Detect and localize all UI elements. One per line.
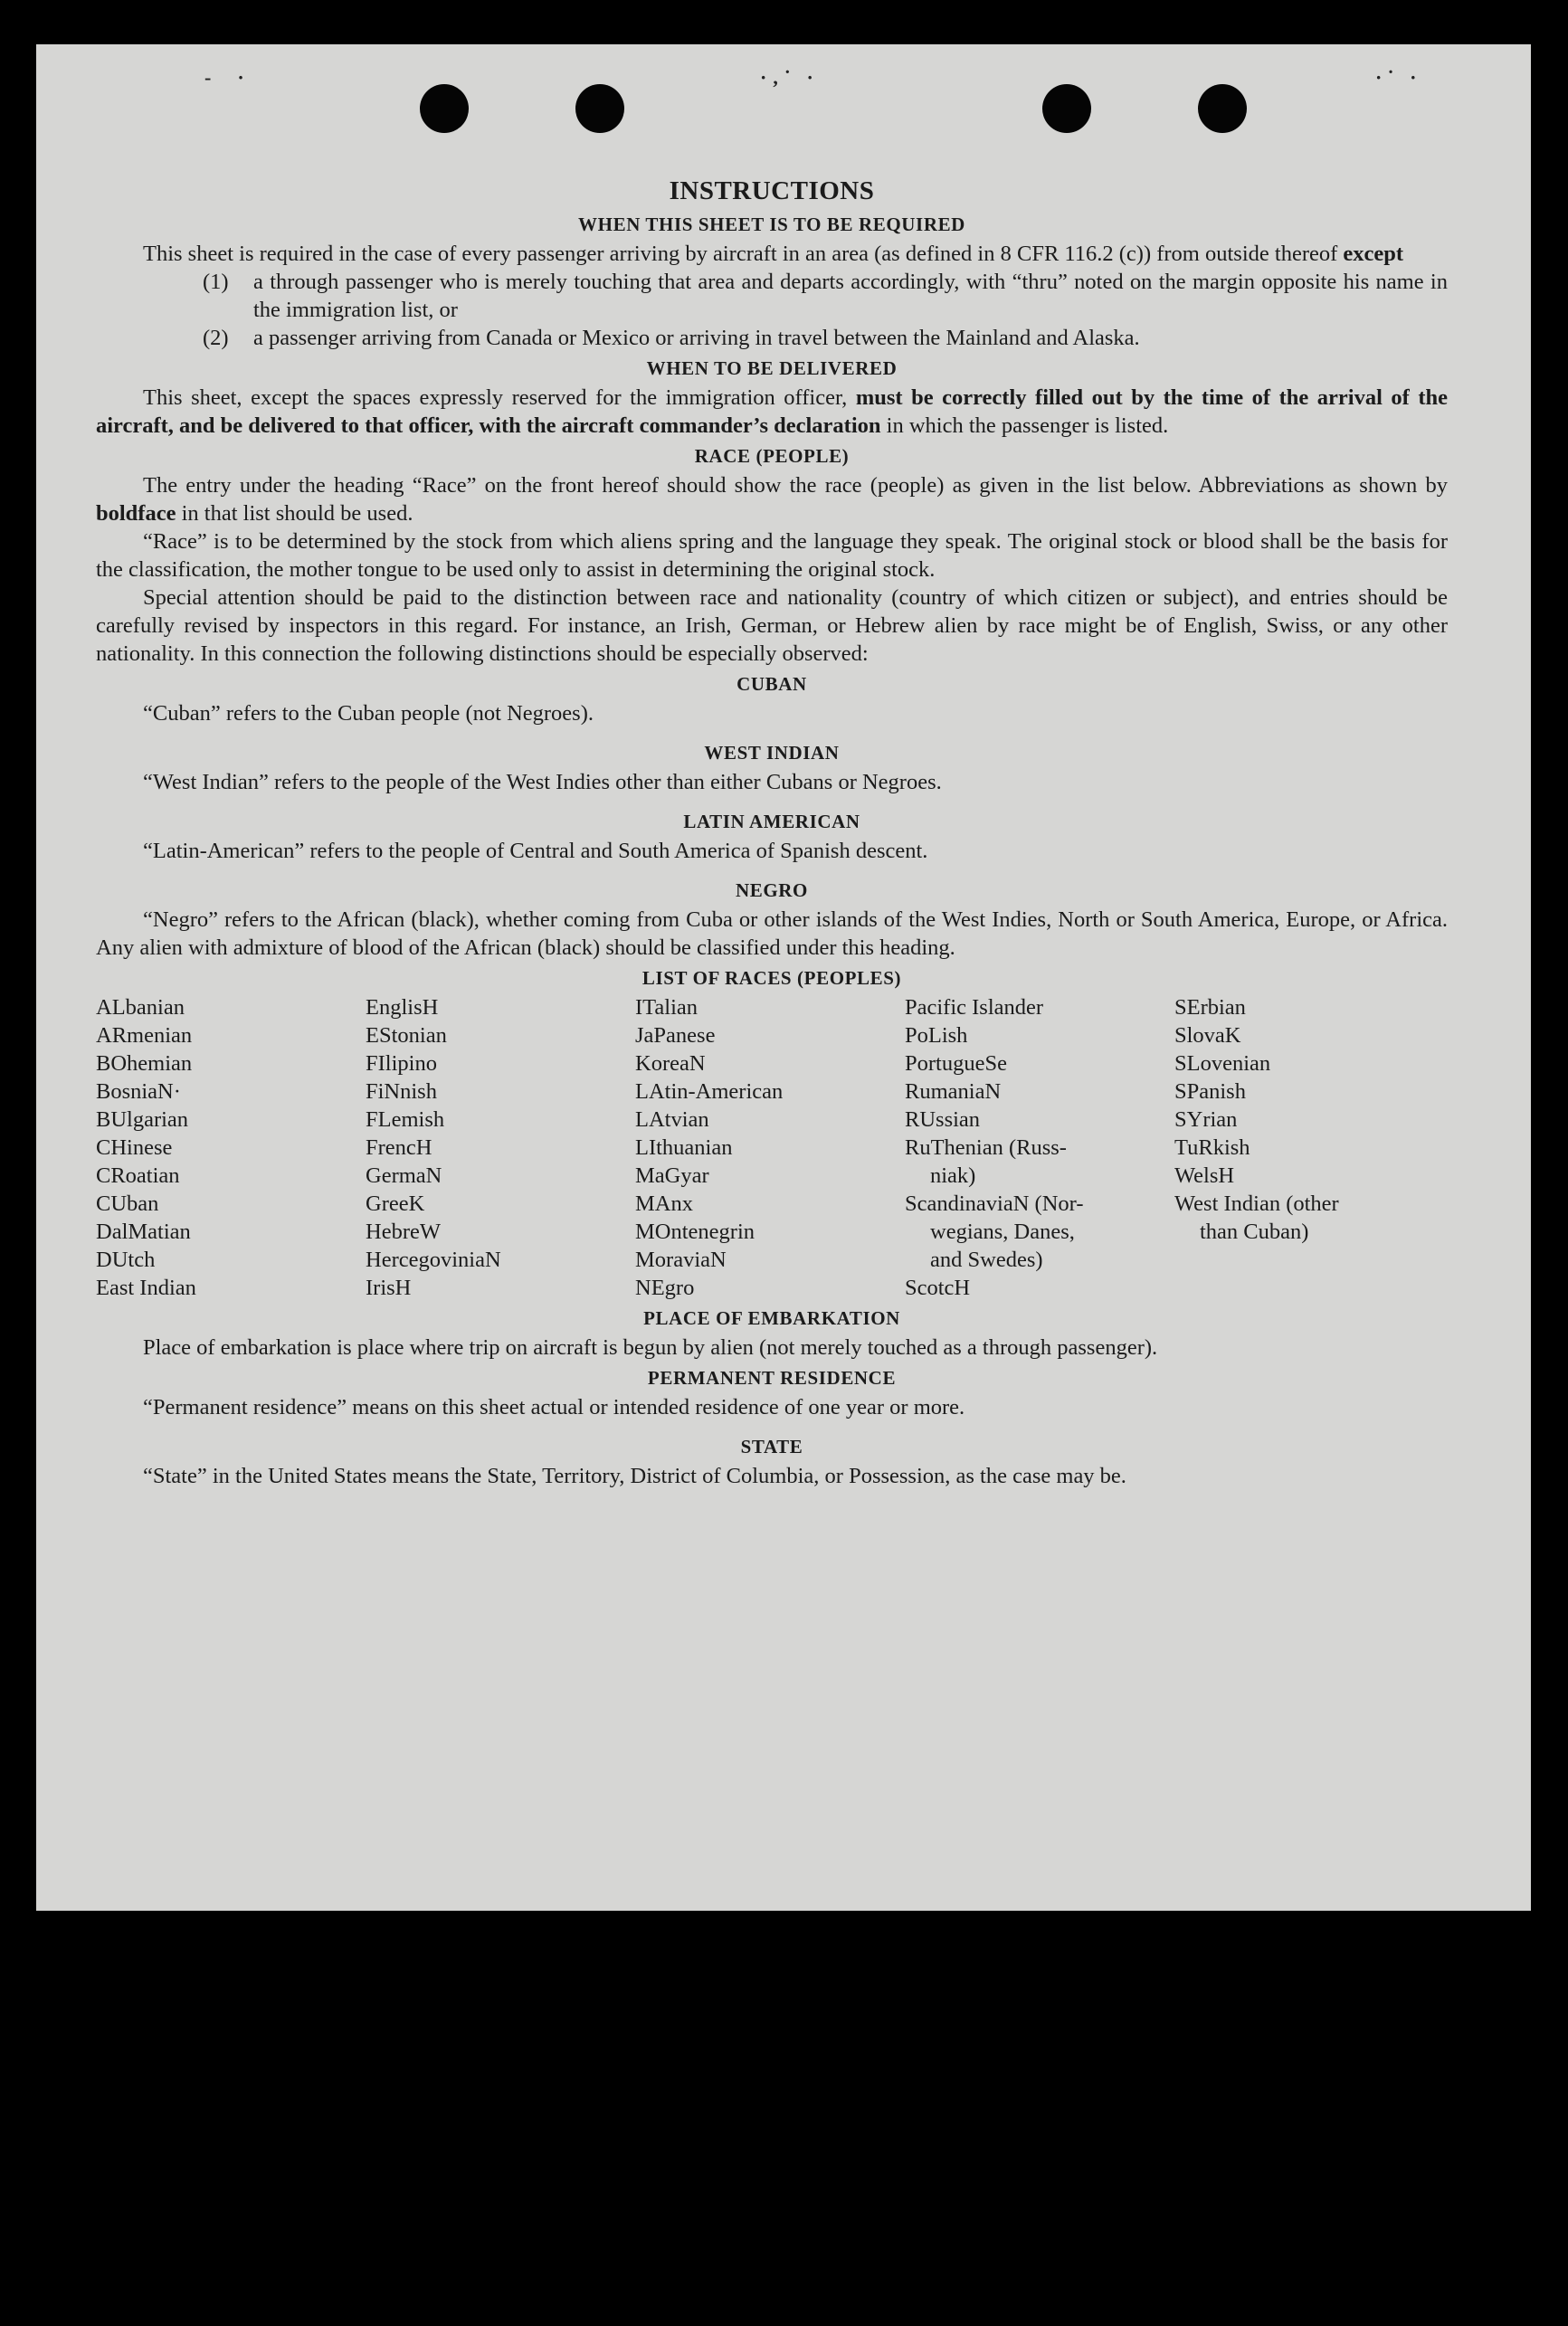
ink-specks: ·˙ · — [1375, 66, 1422, 89]
race-entry: PortugueSe — [905, 1051, 1007, 1076]
race-entry: RUssian — [905, 1107, 981, 1132]
race-entry: BOhemian — [96, 1051, 193, 1076]
ink-specks: ·‚˙ · — [760, 66, 819, 89]
race-entry-continued: and Swedes) — [930, 1248, 1043, 1272]
race-entry: BUlgarian — [96, 1107, 189, 1132]
race-entry: BosniaN· — [96, 1079, 181, 1104]
delivered-text-c: in which the passenger is listed. — [880, 413, 1169, 438]
delivered-text — [96, 384, 1448, 440]
punch-hole — [420, 84, 469, 133]
exception-text: a passenger arriving from Canada or Mexico or arriving in travel between the Mainland and Alaska. — [253, 326, 1140, 350]
section-heading-cuban: CUBAN — [736, 673, 807, 695]
race-entry: WelsH — [1174, 1163, 1235, 1188]
race-entry: LAtin-American — [635, 1079, 784, 1104]
cuban-text: “Cuban” refers to the Cuban people (not Negroes). — [143, 701, 594, 726]
delivered-text-bold: must be correctly filled out by the time of the arrival of the aircraft, and be delivered to that officer, with the aircraft commander’s declaration — [96, 385, 1449, 438]
latin-american-text: “Latin-American” refers to the people of Central and South America of Spanish descent. — [143, 839, 928, 863]
punch-hole — [575, 84, 624, 133]
race-entry: MaGyar — [635, 1163, 709, 1188]
race-p1-a: The entry under the heading “Race” on the front hereof should show the race (people) as given in the list below. Abbreviations as shown by — [143, 473, 1448, 498]
section-heading-negro: NEGRO — [735, 879, 808, 901]
section-heading-required: WHEN THIS SHEET IS TO BE REQUIRED — [578, 214, 965, 235]
west-indian-text: “West Indian” refers to the people of the West Indies other than either Cubans or Negroes. — [143, 770, 942, 794]
instructions-content — [96, 176, 1448, 1490]
race-entry: HebreW — [366, 1220, 441, 1244]
section-heading-list: LIST OF RACES (PEOPLES) — [641, 967, 902, 989]
residence-text: “Permanent residence” means on this sheet actual or intended residence of one year or more. — [143, 1395, 965, 1419]
race-entry: FLemish — [366, 1107, 445, 1132]
race-entry: SErbian — [1174, 995, 1246, 1020]
races-column — [635, 993, 905, 1302]
section-heading-latin-american: LATIN AMERICAN — [683, 811, 860, 832]
race-p1-boldface: boldface — [96, 501, 176, 526]
race-entry: ITalian — [635, 995, 698, 1020]
race-entry: Pacific Islander — [905, 995, 1044, 1020]
race-entry: CHinese — [96, 1135, 173, 1160]
race-entry: CRoatian — [96, 1163, 180, 1188]
section-heading-state: STATE — [740, 1436, 803, 1457]
race-entry: CUban — [96, 1191, 159, 1216]
race-p1-c: in that list should be used. — [176, 501, 413, 526]
section-heading-residence: PERMANENT RESIDENCE — [647, 1367, 897, 1389]
required-intro-except: except — [1343, 242, 1404, 266]
race-entry: ARmenian — [96, 1023, 193, 1048]
state-text: “State” in the United States means the State, Territory, District of Columbia, or Possession, as the case may be. — [143, 1464, 1126, 1488]
race-entry: JaPanese — [635, 1023, 716, 1048]
race-entry: FiNnish — [366, 1079, 437, 1104]
race-entry: MOntenegrin — [635, 1220, 755, 1244]
race-entry: LIthuanian — [635, 1135, 733, 1160]
race-entry: PoLish — [905, 1023, 968, 1048]
race-entry: DUtch — [96, 1248, 156, 1272]
races-column — [96, 993, 366, 1302]
page-title: INSTRUCTIONS — [669, 176, 875, 205]
race-paragraph-1 — [96, 471, 1448, 527]
race-entry: GreeK — [366, 1191, 425, 1216]
race-entry: West Indian (other — [1174, 1191, 1339, 1216]
exception-item — [203, 268, 1448, 324]
race-entry: FrencH — [366, 1135, 432, 1160]
race-entry: LAtvian — [635, 1107, 709, 1132]
race-entry: SlovaK — [1174, 1023, 1241, 1048]
section-heading-embarkation: PLACE OF EMBARKATION — [643, 1307, 900, 1329]
exception-text: a through passenger who is merely touching that area and departs accordingly, with “thru” noted on the margin opposite his name in the immigration list, or — [253, 270, 1448, 322]
race-entry: SLovenian — [1174, 1051, 1271, 1076]
exception-item — [203, 324, 1448, 352]
section-heading-delivered: WHEN TO BE DELIVERED — [646, 357, 898, 379]
punch-hole — [1042, 84, 1091, 133]
exception-number: (2) — [203, 326, 229, 350]
race-entry: RuThenian (Russ- — [905, 1135, 1067, 1160]
section-heading-race: RACE (PEOPLE) — [694, 445, 850, 467]
race-entry: ALbanian — [96, 995, 185, 1020]
race-entry: SYrian — [1174, 1107, 1238, 1132]
race-entry: KoreaN — [635, 1051, 706, 1076]
delivered-text-a: This sheet, except the spaces expressly reserved for the immigration officer, — [143, 385, 856, 410]
race-entry: RumaniaN — [905, 1079, 1002, 1104]
section-heading-west-indian: WEST INDIAN — [704, 742, 840, 764]
race-entry: DalMatian — [96, 1220, 191, 1244]
race-entry: ScotcH — [905, 1276, 971, 1300]
race-entry: SPanish — [1174, 1079, 1246, 1104]
race-entry-continued: niak) — [930, 1163, 976, 1188]
embarkation-text: Place of embarkation is place where trip on aircraft is begun by alien (not merely touched as a through passenger). — [143, 1335, 1158, 1360]
instruction-sheet — [36, 44, 1531, 1911]
race-entry: East Indian — [96, 1276, 196, 1300]
exception-number: (1) — [203, 270, 229, 294]
race-entry: EnglisH — [366, 995, 439, 1020]
races-column — [366, 993, 635, 1302]
race-entry: MoraviaN — [635, 1248, 727, 1272]
race-entry: TuRkish — [1174, 1135, 1250, 1160]
race-entry: ScandinaviaN (Nor- — [905, 1191, 1084, 1216]
ink-specks: - · — [204, 66, 250, 89]
race-entry: HercegoviniaN — [366, 1248, 501, 1272]
races-column — [905, 993, 1174, 1302]
race-entry: FIlipino — [366, 1051, 437, 1076]
punch-hole — [1198, 84, 1247, 133]
race-entry: IrisH — [366, 1276, 412, 1300]
race-entry-continued: wegians, Danes, — [930, 1220, 1075, 1244]
races-column — [1174, 993, 1444, 1302]
race-paragraph-2: “Race” is to be determined by the stock from which aliens spring and the language they speak. The original stock or blood shall be the basis for the classification, the mother tongue to be used only to assist in determining the original stock. — [96, 529, 1448, 582]
race-entry: EStonian — [366, 1023, 447, 1048]
required-intro — [96, 240, 1448, 268]
required-intro-text: This sheet is required in the case of every passenger arriving by aircraft in an area (as defined in 8 CFR 116.2 (c)) from outside thereof — [143, 242, 1344, 266]
races-list — [96, 993, 1448, 1302]
race-paragraph-3: Special attention should be paid to the distinction between race and nationality (country of which citizen or subject), and entries should be carefully revised by inspectors in this regard. For instance, an Irish, German, or Hebrew alien by race might be of English, Swiss, or any other nationality. In this connection the following distinctions should be especially observed: — [96, 585, 1448, 666]
race-entry: GermaN — [366, 1163, 442, 1188]
race-entry: MAnx — [635, 1191, 693, 1216]
race-entry-continued: than Cuban) — [1200, 1220, 1309, 1244]
negro-text: “Negro” refers to the African (black), whether coming from Cuba or other islands of the West Indies, North or South America, Europe, or Africa. Any alien with admixture of blood of the African (black) should be classified under this heading. — [96, 907, 1448, 960]
race-entry: NEgro — [635, 1276, 695, 1300]
